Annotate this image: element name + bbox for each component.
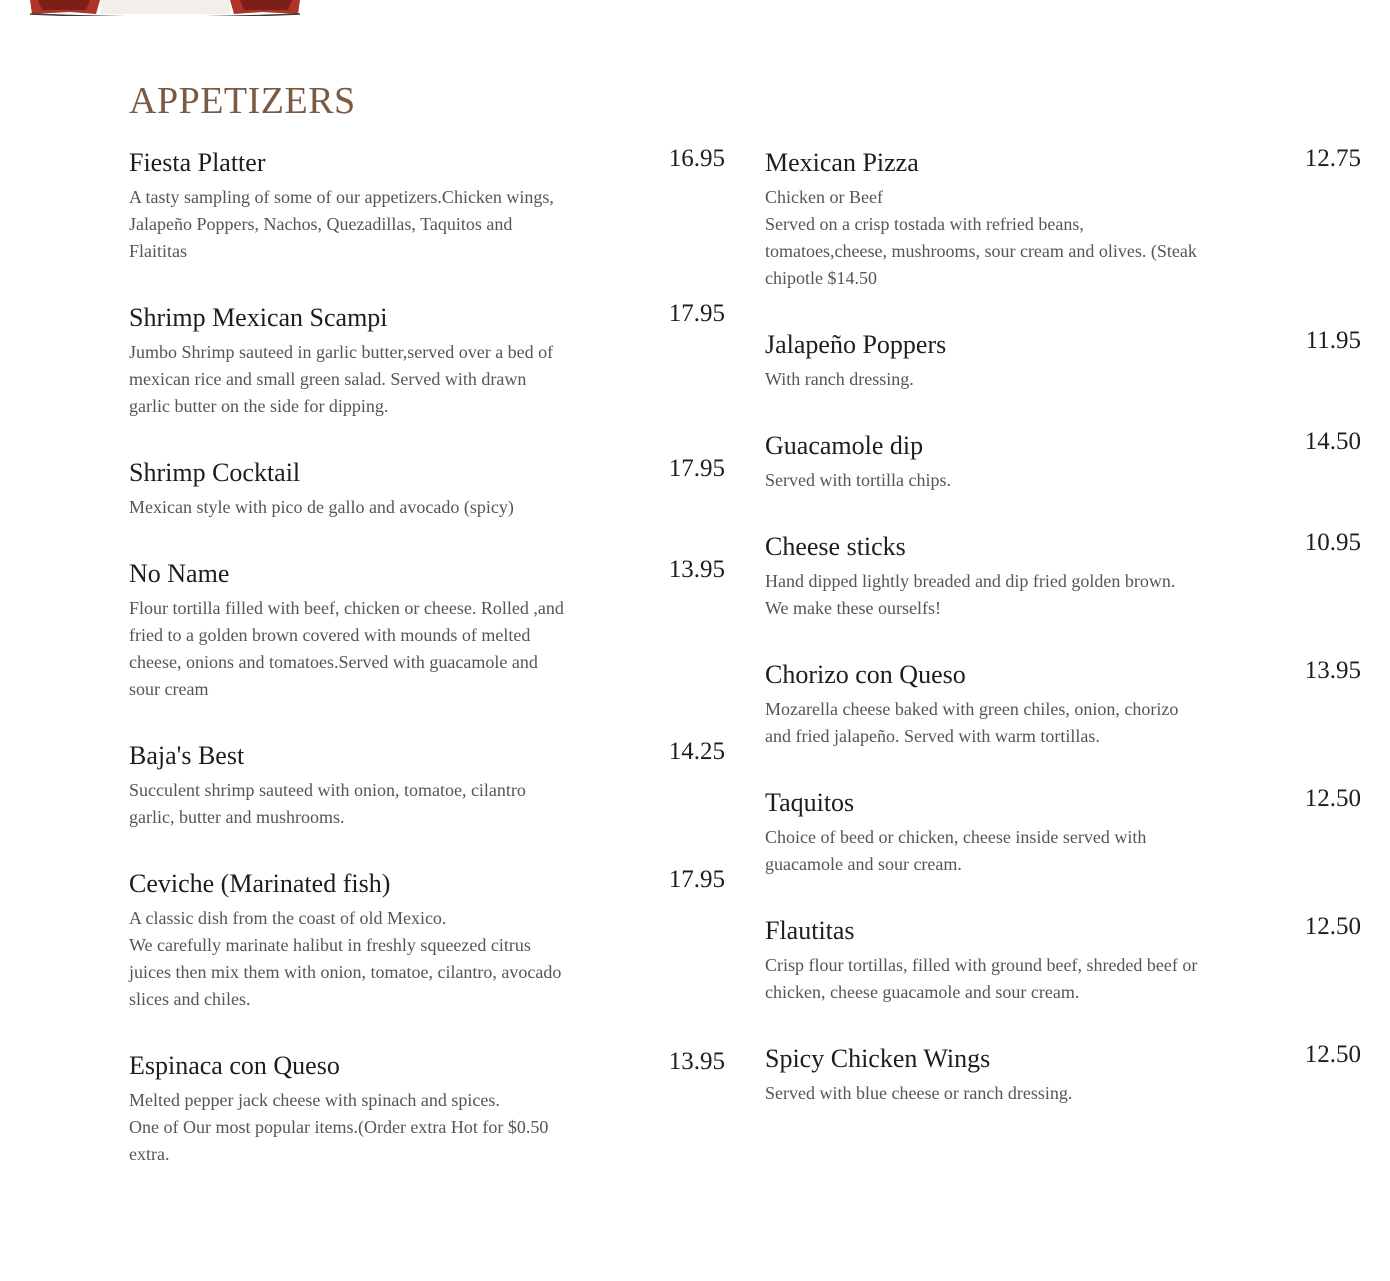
menu-item-price: 17.95 [668,866,725,893]
menu-item-description: A tasty sampling of some of our appetizers.Chicken wings, Jalapeño Poppers, Nachos, Quezadillas, Taquitos and Flaititas [129,187,554,261]
menu-item-price: 10.95 [1304,529,1361,556]
menu-item-description: Served with blue cheese or ranch dressing. [765,1083,1073,1103]
menu-item-price: 12.50 [1304,913,1361,940]
menu-item-name: Taquitos [765,788,855,817]
menu-item-name: Baja's Best [129,741,245,770]
menu-item-name: No Name [129,559,230,588]
menu-column-left [129,146,725,1204]
menu-item [129,867,725,1013]
menu-item-description: Served with tortilla chips. [765,470,951,490]
menu-column-right [765,146,1361,1143]
menu-item-price: 17.95 [668,455,725,482]
menu-item-price: 12.75 [1304,145,1361,172]
menu-item-name: Jalapeño Poppers [765,330,947,359]
menu-item-description: With ranch dressing. [765,369,914,389]
menu-item [765,786,1361,878]
menu-item-name: Flautitas [765,916,855,945]
menu-item-description: Mexican style with pico de gallo and avocado (spicy) [129,497,514,517]
menu-item-description: Hand dipped lightly breaded and dip fried golden brown. We make these ourselfs! [765,571,1176,618]
menu-item-description: Jumbo Shrimp sauteed in garlic butter,served over a bed of mexican rice and small green salad. Served with drawn garlic butter on the side for dipping. [129,342,554,416]
menu-item [129,1049,725,1168]
menu-item-description: Melted pepper jack cheese with spinach and spices. One of Our most popular items.(Order extra Hot for $0.50 extra. [129,1090,549,1164]
menu-item-price: 13.95 [1304,657,1361,684]
menu-item-price: 14.25 [668,738,725,765]
menu-item-name: Guacamole dip [765,431,924,460]
menu-item [129,456,725,521]
menu-item-name: Fiesta Platter [129,148,266,177]
menu-item-name: Chorizo con Queso [765,660,966,689]
menu-item-description: Succulent shrimp sauteed with onion, tomatoe, cilantro garlic, butter and mushrooms. [129,780,526,827]
menu-item [765,146,1361,292]
logo-graphic [30,0,300,16]
menu-item-description: Crisp flour tortillas, filled with ground beef, shreded beef or chicken, cheese guacamole and sour cream. [765,955,1198,1002]
menu-item [765,914,1361,1006]
menu-item-description: Choice of beed or chicken, cheese inside served with guacamole and sour cream. [765,827,1147,874]
menu-item-price: 16.95 [668,145,725,172]
menu-item-name: Espinaca con Queso [129,1051,340,1080]
menu-item [129,146,725,265]
menu-item-price: 14.50 [1304,428,1361,455]
menu-item [765,530,1361,622]
menu-item-description: A classic dish from the coast of old Mexico. We carefully marinate halibut in freshly squeezed citrus juices then mix them with onion, tomatoe, cilantro, avocado slices and chiles. [129,908,562,1009]
menu-item-description: Chicken or Beef Served on a crisp tostada with refried beans, tomatoes,cheese, mushrooms, sour cream and olives. (Steak chipotle $14.50 [765,187,1197,288]
restaurant-logo [30,0,300,16]
menu-item [129,739,725,831]
menu-item-name: Mexican Pizza [765,148,919,177]
menu-item-description: Flour tortilla filled with beef, chicken or cheese. Rolled ,and fried to a golden brown covered with mounds of melted cheese, onions and tomatoes.Served with guacamole and sour cream [129,598,564,699]
menu-item [765,328,1361,393]
menu-item [765,429,1361,494]
menu-item [765,658,1361,750]
menu-item-name: Ceviche (Marinated fish) [129,869,391,898]
menu-item-price: 12.50 [1304,785,1361,812]
menu-item-name: Spicy Chicken Wings [765,1044,991,1073]
menu-item-price: 13.95 [668,556,725,583]
menu-item-price: 17.95 [668,300,725,327]
menu-item [129,557,725,703]
menu-item-name: Shrimp Mexican Scampi [129,303,388,332]
menu-item-price: 12.50 [1304,1041,1361,1068]
menu-item-price: 13.95 [668,1048,725,1075]
menu-item [765,1042,1361,1107]
menu-item-name: Cheese sticks [765,532,906,561]
menu-item-price: 11.95 [1305,327,1361,354]
menu-item-description: Mozarella cheese baked with green chiles, onion, chorizo and fried jalapeño. Served with warm tortillas. [765,699,1179,746]
menu-item-name: Shrimp Cocktail [129,458,301,487]
menu-item [129,301,725,420]
section-title-appetizers: APPETIZERS [129,80,356,122]
